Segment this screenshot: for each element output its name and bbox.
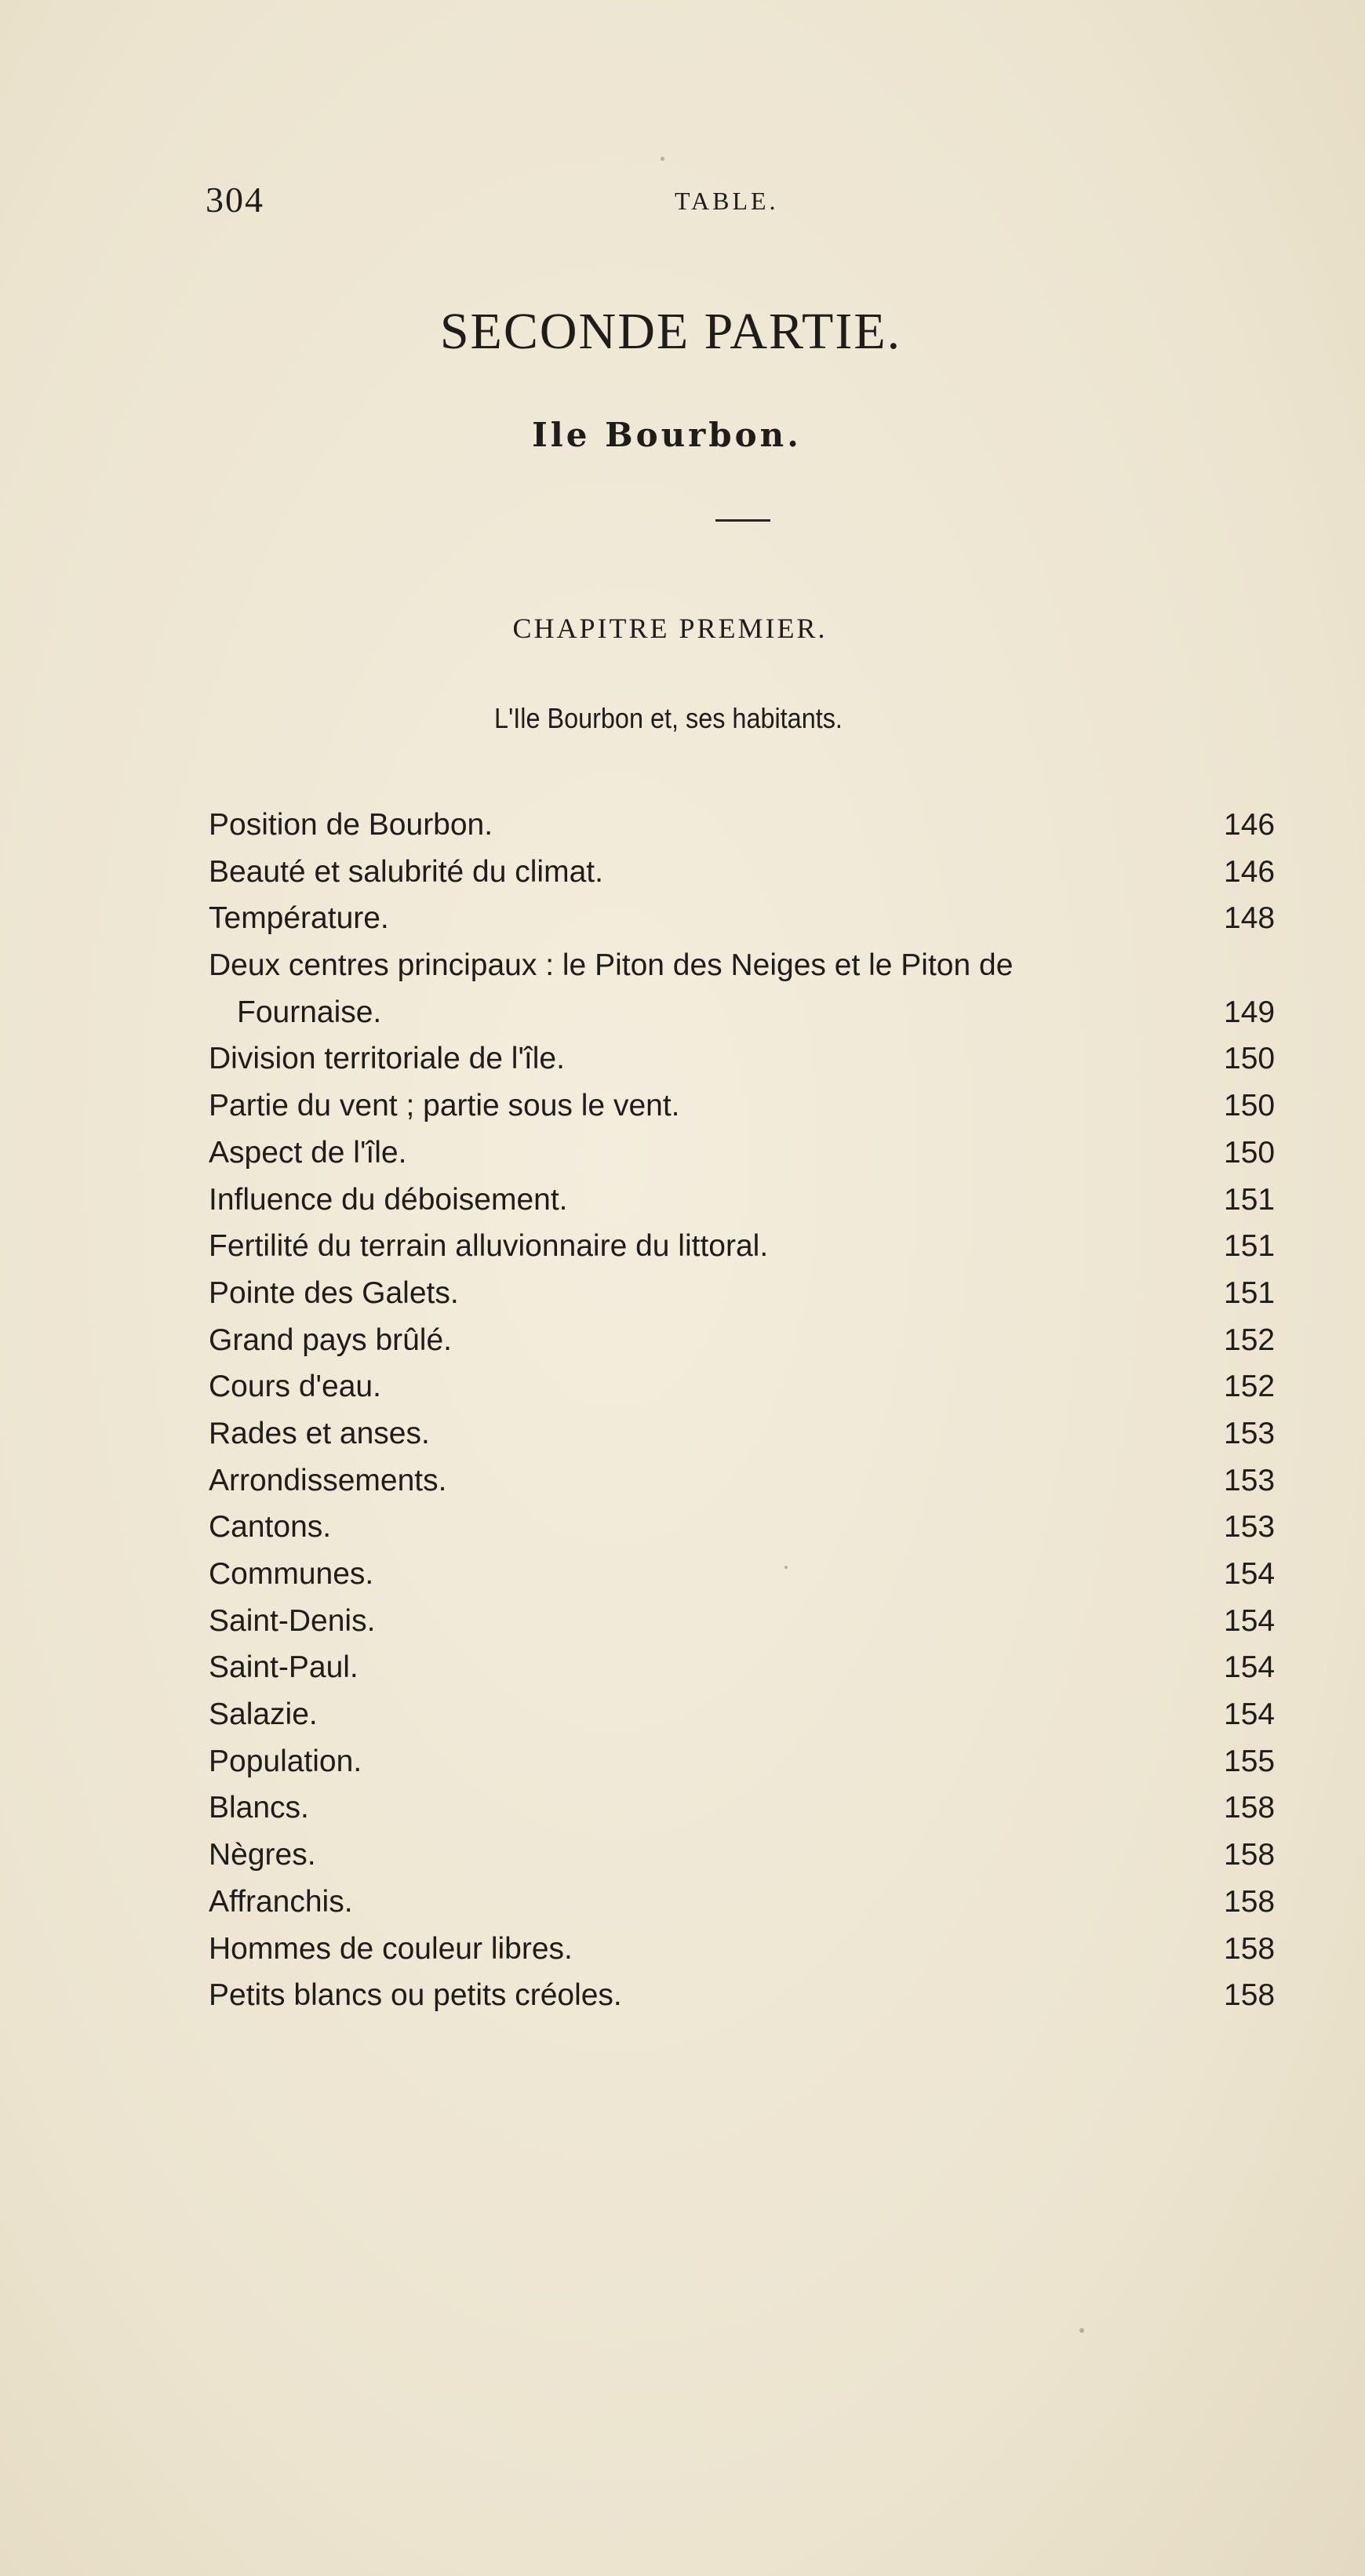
- toc-row: [209, 1504, 1291, 1551]
- section-divider: [715, 519, 770, 522]
- toc-row: [209, 1317, 1291, 1364]
- toc-page-number: 152: [1224, 1323, 1276, 1357]
- running-head: TABLE.: [675, 187, 779, 215]
- paper-speck: [1079, 2328, 1084, 2333]
- toc-entry: Influence du déboisement.: [209, 1182, 568, 1217]
- toc-page-number: 158: [1224, 1791, 1276, 1825]
- toc-entry: Pointe des Galets.: [209, 1275, 459, 1310]
- toc-entry: Saint-Denis.: [209, 1603, 376, 1638]
- page-number: 304: [206, 180, 264, 220]
- toc-page-number: 158: [1224, 1884, 1276, 1919]
- toc-row: [209, 1082, 1291, 1130]
- toc-page-number: 155: [1224, 1744, 1276, 1778]
- toc-page-number: 151: [1224, 1182, 1276, 1217]
- toc-page-number: 154: [1224, 1650, 1276, 1685]
- toc-entry: Division territoriale de l'île.: [209, 1042, 565, 1076]
- paper-speck: [784, 1566, 788, 1569]
- toc-row: [209, 1035, 1291, 1082]
- toc-page-number: 152: [1224, 1370, 1276, 1404]
- toc-row: [209, 1644, 1291, 1691]
- toc-row: [209, 895, 1291, 942]
- toc-page-number: 158: [1224, 1931, 1276, 1966]
- toc-row: [209, 1177, 1291, 1224]
- toc-entry: Cantons.: [209, 1510, 332, 1545]
- toc-page-number: 148: [1224, 901, 1276, 936]
- toc-entry: Position de Bourbon.: [209, 808, 493, 842]
- toc-page-number: 153: [1224, 1510, 1276, 1545]
- toc-row: [209, 1926, 1291, 1973]
- toc-page-number: 151: [1224, 1275, 1276, 1310]
- toc-row: [209, 1738, 1291, 1785]
- toc-entry: Rades et anses.: [209, 1416, 430, 1450]
- toc-row: [209, 1832, 1291, 1879]
- toc-entry: Deux centres principaux : le Piton des Neiges et le Piton de: [209, 948, 1014, 983]
- toc-page-number: 154: [1224, 1697, 1276, 1732]
- toc-entry: Petits blancs ou petits créoles.: [209, 1978, 622, 2013]
- paper-speck: [661, 157, 664, 161]
- toc-page-number: 158: [1224, 1838, 1276, 1872]
- toc-entry: Fournaise.: [237, 995, 382, 1029]
- toc-entry: Hommes de couleur libres.: [209, 1931, 573, 1966]
- toc-entry: Température.: [209, 901, 389, 936]
- toc-entry: Salazie.: [209, 1697, 318, 1732]
- chapter-subtitle: L'Ile Bourbon et, ses habitants.: [494, 702, 843, 734]
- toc-row: [209, 1598, 1291, 1645]
- toc-row: [209, 849, 1291, 896]
- toc-page-number: 153: [1224, 1463, 1276, 1497]
- toc-entry: Partie du vent ; partie sous le vent.: [209, 1089, 680, 1123]
- toc-page-number: 146: [1224, 854, 1276, 889]
- section-title: Ile Bourbon.: [532, 416, 802, 454]
- toc-row: [209, 1691, 1291, 1738]
- toc-page-number: 151: [1224, 1229, 1276, 1264]
- toc-page-number: 153: [1224, 1416, 1276, 1450]
- toc-row: [209, 1270, 1291, 1317]
- table-of-contents: [209, 802, 1291, 2019]
- toc-entry: Blancs.: [209, 1791, 309, 1825]
- toc-entry: Communes.: [209, 1557, 374, 1591]
- toc-row: [209, 1130, 1291, 1177]
- toc-entry: Population.: [209, 1744, 362, 1778]
- toc-row: [209, 1410, 1291, 1457]
- toc-entry: Saint-Paul.: [209, 1650, 359, 1685]
- chapter-title: CHAPITRE PREMIER.: [512, 613, 828, 644]
- part-title: SECONDE PARTIE.: [439, 303, 902, 360]
- toc-row: [209, 1785, 1291, 1832]
- page-header: [206, 179, 1210, 234]
- toc-entry: Arrondissements.: [209, 1463, 447, 1497]
- toc-entry: Nègres.: [209, 1838, 316, 1872]
- toc-page-number: 150: [1224, 1135, 1276, 1170]
- toc-page-number: 146: [1224, 808, 1276, 842]
- toc-row: [209, 1879, 1291, 1926]
- toc-row: [209, 1972, 1291, 2019]
- toc-row: [209, 1551, 1291, 1598]
- toc-entry: Beauté et salubrité du climat.: [209, 854, 603, 889]
- toc-row: [209, 1223, 1291, 1270]
- toc-entry: Cours d'eau.: [209, 1370, 381, 1404]
- toc-entry: Grand pays brûlé.: [209, 1323, 453, 1357]
- toc-page-number: 150: [1224, 1089, 1276, 1123]
- toc-row: [209, 802, 1291, 849]
- toc-page-number: 154: [1224, 1603, 1276, 1638]
- toc-entry: Aspect de l'île.: [209, 1135, 407, 1170]
- toc-row: [209, 989, 1291, 1036]
- toc-page-number: 149: [1224, 995, 1276, 1029]
- toc-page-number: 150: [1224, 1042, 1276, 1076]
- toc-row: [209, 1457, 1291, 1504]
- toc-row: [209, 1363, 1291, 1410]
- toc-entry: Fertilité du terrain alluvionnaire du littoral.: [209, 1229, 769, 1264]
- toc-page-number: 158: [1224, 1978, 1276, 2013]
- toc-page-number: 154: [1224, 1557, 1276, 1591]
- toc-entry: Affranchis.: [209, 1884, 353, 1919]
- toc-row: [209, 942, 1291, 989]
